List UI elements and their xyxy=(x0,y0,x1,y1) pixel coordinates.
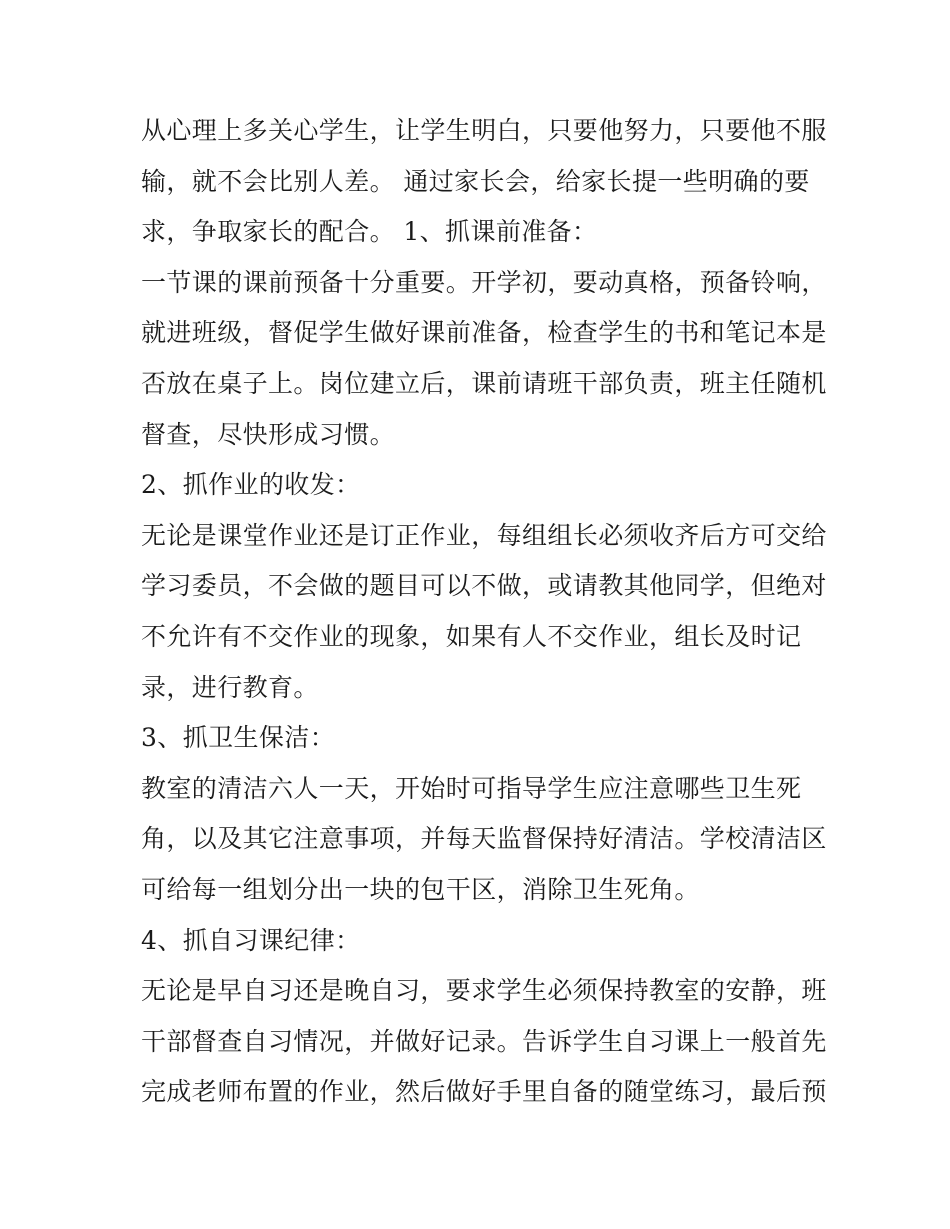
text-line: 无论是早自习还是晚自习，要求学生必须保持教室的安静，班 xyxy=(141,976,827,1006)
text-line: 录，进行教育。 xyxy=(141,672,319,702)
section-heading-4: 4、抓自习课纪律： xyxy=(141,925,361,955)
text-line: 教室的清洁六人一天，开始时可指导学生应注意哪些卫生死 xyxy=(141,773,802,803)
text-line: 督查，尽快形成习惯。 xyxy=(141,419,396,449)
text-line: 求，争取家长的配合。 1、抓课前准备： xyxy=(141,217,598,247)
text-line: 无论是课堂作业还是订正作业，每组组长必须收齐后方可交给 xyxy=(141,520,827,550)
text-line: 就进班级，督促学生做好课前准备，检查学生的书和笔记本是 xyxy=(141,318,827,348)
text-line: 从心理上多关心学生，让学生明白，只要他努力，只要他不服 xyxy=(141,116,827,145)
section-heading-3: 3、抓卫生保洁： xyxy=(141,723,336,753)
text-line: 输，就不会比别人差。 通过家长会，给家长提一些明确的要 xyxy=(141,166,810,196)
text-line: 一节课的课前预备十分重要。开学初，要动真格，预备铃响， xyxy=(141,267,827,297)
text-line: 不允许有不交作业的现象，如果有人不交作业，组长及时记 xyxy=(141,621,802,651)
text-line: 学习委员，不会做的题目可以不做，或请教其他同学，但绝对 xyxy=(141,571,827,601)
document-body xyxy=(141,106,827,1118)
text-line: 否放在桌子上。岗位建立后，课前请班干部负责，班主任随机 xyxy=(141,368,827,398)
text-line: 干部督查自习情况，并做好记录。告诉学生自习课上一般首先 xyxy=(141,1026,827,1056)
text-line: 可给每一组划分出一块的包干区，消除卫生死角。 xyxy=(141,874,700,904)
text-line: 角，以及其它注意事项，并每天监督保持好清洁。学校清洁区 xyxy=(141,824,827,854)
text-line: 完成老师布置的作业，然后做好手里自备的随堂练习，最后预 xyxy=(141,1077,827,1107)
section-heading-2: 2、抓作业的收发： xyxy=(141,470,361,500)
